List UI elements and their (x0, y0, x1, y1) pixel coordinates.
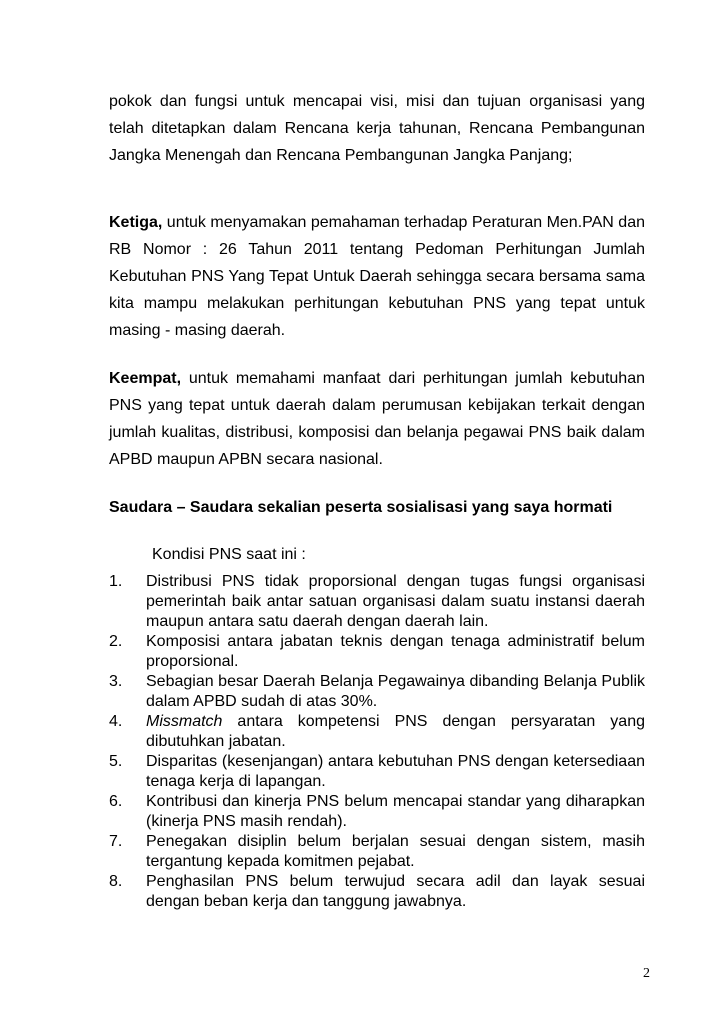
list-item-number: 1. (109, 573, 123, 590)
paragraph-ketiga (109, 209, 645, 344)
list-item (109, 792, 645, 832)
list-item-text: Penghasilan PNS belum terwujud secara adil dan layak sesuai dengan beban kerja dan tanggung jawabnya. (146, 873, 645, 910)
paragraph-ketiga-body: untuk menyamakan pemahaman terhadap Peraturan Men.PAN dan RB Nomor : 26 Tahun 2011 tentang Pedoman Perhitungan Jumlah Kebutuhan PNS Yang Tepat Untuk Daerah sehingga secara bersama sama kita mampu melakukan perhitungan kebutuhan PNS yang tepat untuk masing - masing daerah. (109, 214, 645, 339)
list-item-text-rest: antara kompetensi PNS dengan persyaratan yang dibutuhkan jabatan. (146, 713, 645, 750)
paragraph-keempat-body: untuk memahami manfaat dari perhitungan jumlah kebutuhan PNS yang tepat untuk daerah dalam perumusan kebijakan terkait dengan jumlah kualitas, distribusi, komposisi dan belanja pegawai PNS baik dalam APBD maupun APBN secara nasional. (109, 370, 645, 468)
paragraph-keempat-lead: Keempat, (109, 370, 182, 387)
subheading-kondisi: Kondisi PNS saat ini : (152, 546, 306, 563)
list-item-text: Sebagian besar Daerah Belanja Pegawainya dibanding Belanja Publik dalam APBD sudah di atas 30%. (146, 673, 645, 710)
list-item-number: 8. (109, 873, 123, 890)
list-item (109, 832, 645, 872)
list-item-number: 6. (109, 793, 123, 810)
list-item-emphasis: Missmatch (146, 713, 223, 730)
list-item (109, 712, 645, 752)
paragraph-intro-text: pokok dan fungsi untuk mencapai visi, misi dan tujuan organisasi yang telah ditetapkan dalam Rencana kerja tahunan, Rencana Pembangunan Jangka Menengah dan Rencana Pembangunan Jangka Panjang; (109, 93, 645, 164)
list-item (109, 872, 645, 912)
condition-list (109, 572, 645, 912)
list-item-number: 4. (109, 713, 123, 730)
paragraph-intro (109, 88, 645, 169)
paragraph-ketiga-lead: Ketiga, (109, 214, 163, 231)
list-item (109, 752, 645, 792)
list-item (109, 632, 645, 672)
list-item-number: 7. (109, 833, 123, 850)
list-item-text: Distribusi PNS tidak proporsional dengan tugas fungsi organisasi pemerintah baik antar satuan organisasi dalam suatu instansi daerah maupun antara satu daerah dengan daerah lain. (146, 573, 645, 630)
list-item-text: Disparitas (kesenjangan) antara kebutuhan PNS dengan ketersediaan tenaga kerja di lapangan. (146, 753, 645, 790)
list-item-text (146, 712, 645, 752)
greeting-heading: Saudara – Saudara sekalian peserta sosialisasi yang saya hormati (109, 499, 613, 516)
paragraph-keempat (109, 365, 645, 473)
list-item-text: Penegakan disiplin belum berjalan sesuai dengan sistem, masih tergantung kepada komitmen pejabat. (146, 833, 645, 870)
list-item-number: 5. (109, 753, 123, 770)
list-item (109, 572, 645, 632)
list-item-number: 3. (109, 673, 123, 690)
list-item-text: Komposisi antara jabatan teknis dengan tenaga administratif belum proporsional. (146, 633, 645, 670)
list-item-text: Kontribusi dan kinerja PNS belum mencapai standar yang diharapkan (kinerja PNS masih rendah). (146, 793, 645, 830)
list-item (109, 672, 645, 712)
list-item-number: 2. (109, 633, 123, 650)
page-number: 2 (643, 966, 650, 981)
